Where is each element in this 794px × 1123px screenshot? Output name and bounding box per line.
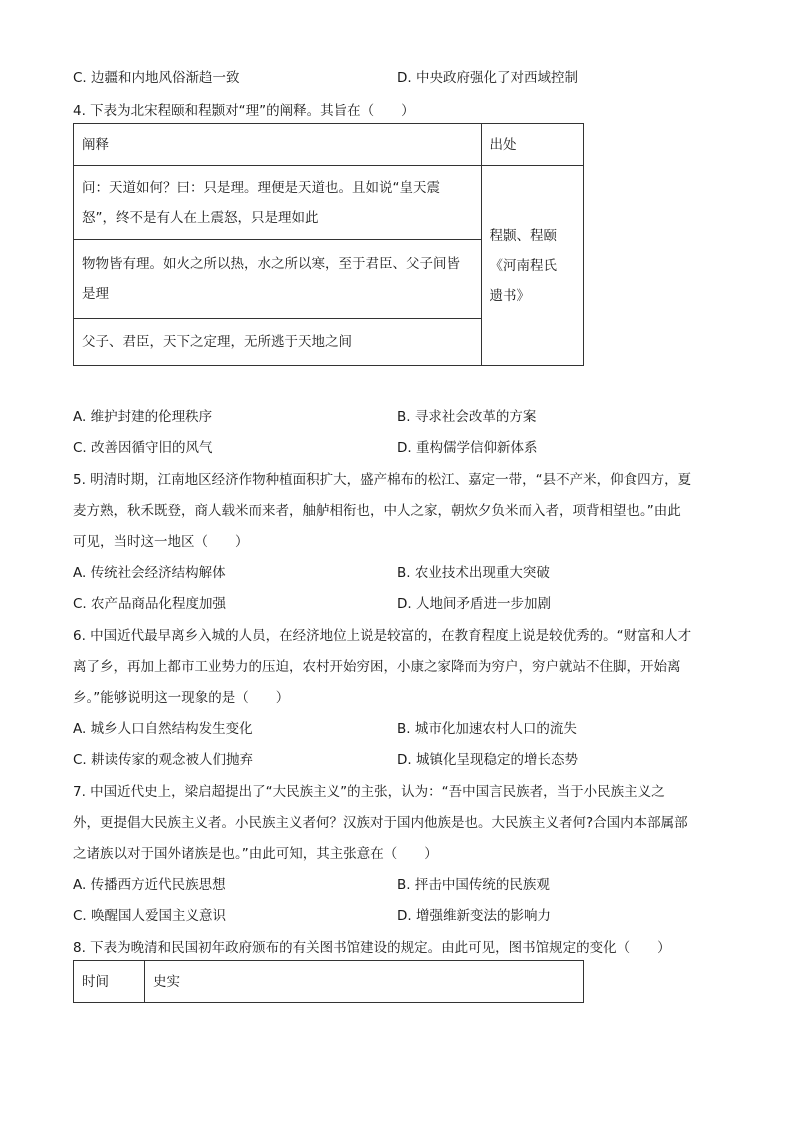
q4-table-source-cell: [481, 166, 583, 366]
q5-option-c[interactable]: C. 农产品商品化程度加强: [73, 596, 227, 612]
q6-option-b[interactable]: B. 城市化加速农村人口的流失: [397, 721, 577, 737]
q4-row1-line2: 怒”，终不是有人在上震怒，只是理如此: [82, 209, 319, 226]
q7-option-d[interactable]: D. 增强维新变法的影响力: [397, 908, 551, 924]
q5-line-1: 5. 明清时期，江南地区经济作物种植面积扩大，盛产棉布的松江、嘉定一带，“县不产米，仰食四方，夏: [73, 472, 692, 488]
q4-row2-line1: 物物皆有理。如火之所以热，水之所以寒，至于君臣、父子间皆: [82, 256, 460, 272]
q8-table: [73, 960, 584, 1003]
q3-option-d[interactable]: D. 中央政府强化了对西域控制: [397, 70, 578, 86]
q7-option-b[interactable]: B. 抨击中国传统的民族观: [397, 877, 550, 893]
q4-option-d[interactable]: D. 重构儒学信仰新体系: [397, 440, 538, 456]
q7-line-2: 外，更提倡大民族主义者。小民族主义者何？汉族对于国内他族是也。大民族主义者何?合国内本部属部: [73, 815, 688, 831]
q7-option-c[interactable]: C. 唤醒国人爱国主义意识: [73, 908, 227, 924]
q6-line-1: 6. 中国近代最早离乡入城的人员，在经济地位上说是较富的，在教育程度上说是较优秀的。“财富和人才: [73, 628, 692, 644]
q5-line-2: 麦方熟，秋禾既登，商人载米而来者，舳舻相衔也，中人之家，朝炊夕负米而入者，项背相望也。”由此: [73, 503, 681, 519]
q5-option-b[interactable]: B. 农业技术出现重大突破: [397, 565, 550, 581]
q8-stem: 8. 下表为晚清和民国初年政府颁布的有关图书馆建设的规定。由此可见，图书馆规定的变化（ ）: [73, 940, 671, 956]
q6-line-2: 离了乡，再加上都市工业势力的压迫，农村开始穷困，小康之家降而为穷户，穷户就站不住脚，开始离: [73, 659, 681, 675]
q4-row2-line2: 是理: [82, 286, 109, 302]
q4-table-row-2: [74, 240, 482, 319]
q8-table-header-fact: 史实: [145, 961, 584, 1003]
q6-option-a[interactable]: A. 城乡人口自然结构发生变化: [73, 721, 253, 737]
q4-source-line3: 遗书》: [489, 287, 531, 304]
q4-table-header-explanation: 阐释: [74, 124, 482, 166]
q4-option-c[interactable]: C. 改善因循守旧的风气: [73, 440, 213, 456]
q4-source-line1: 程颢、程颐: [489, 227, 558, 244]
q4-table-row-1: [74, 166, 482, 240]
q5-line-3: 可见，当时这一地区（ ）: [73, 534, 249, 550]
q7-line-3: 之诸族以对于国外诸族是也。”由此可知，其主张意在（ ）: [73, 846, 438, 862]
q7-option-a[interactable]: A. 传播西方近代民族思想: [73, 877, 226, 893]
q4-row1-line1: 问：天道如何？曰：只是理。理便是天道也。且如说“皇天震: [82, 179, 440, 196]
q4-option-b[interactable]: B. 寻求社会改革的方案: [397, 409, 537, 425]
q8-table-header-time: 时间: [74, 961, 145, 1003]
q4-table-header-source: 出处: [481, 124, 583, 166]
q5-option-a[interactable]: A. 传统社会经济结构解体: [73, 565, 226, 581]
q4-table-row-3: 父子、君臣，天下之定理，无所逃于天地之间: [74, 319, 482, 366]
q4-source-line2: 《河南程氏: [489, 257, 558, 274]
q7-line-1: 7. 中国近代史上，梁启超提出了“大民族主义”的主张，认为：“吾中国言民族者，当于小民族主义之: [73, 784, 665, 800]
q6-line-3: 乡。”能够说明这一现象的是（ ）: [73, 690, 290, 706]
q3-option-c[interactable]: C. 边疆和内地风俗渐趋一致: [73, 70, 240, 86]
q4-table: [73, 123, 584, 366]
q6-option-d[interactable]: D. 城镇化呈现稳定的增长态势: [397, 752, 578, 768]
q4-option-a[interactable]: A. 维护封建的伦理秩序: [73, 409, 213, 425]
q5-option-d[interactable]: D. 人地间矛盾进一步加剧: [397, 596, 551, 612]
q4-stem: 4. 下表为北宋程颐和程颢对“理”的阐释。其旨在（ ）: [73, 103, 415, 119]
q6-option-c[interactable]: C. 耕读传家的观念被人们抛弃: [73, 752, 254, 768]
